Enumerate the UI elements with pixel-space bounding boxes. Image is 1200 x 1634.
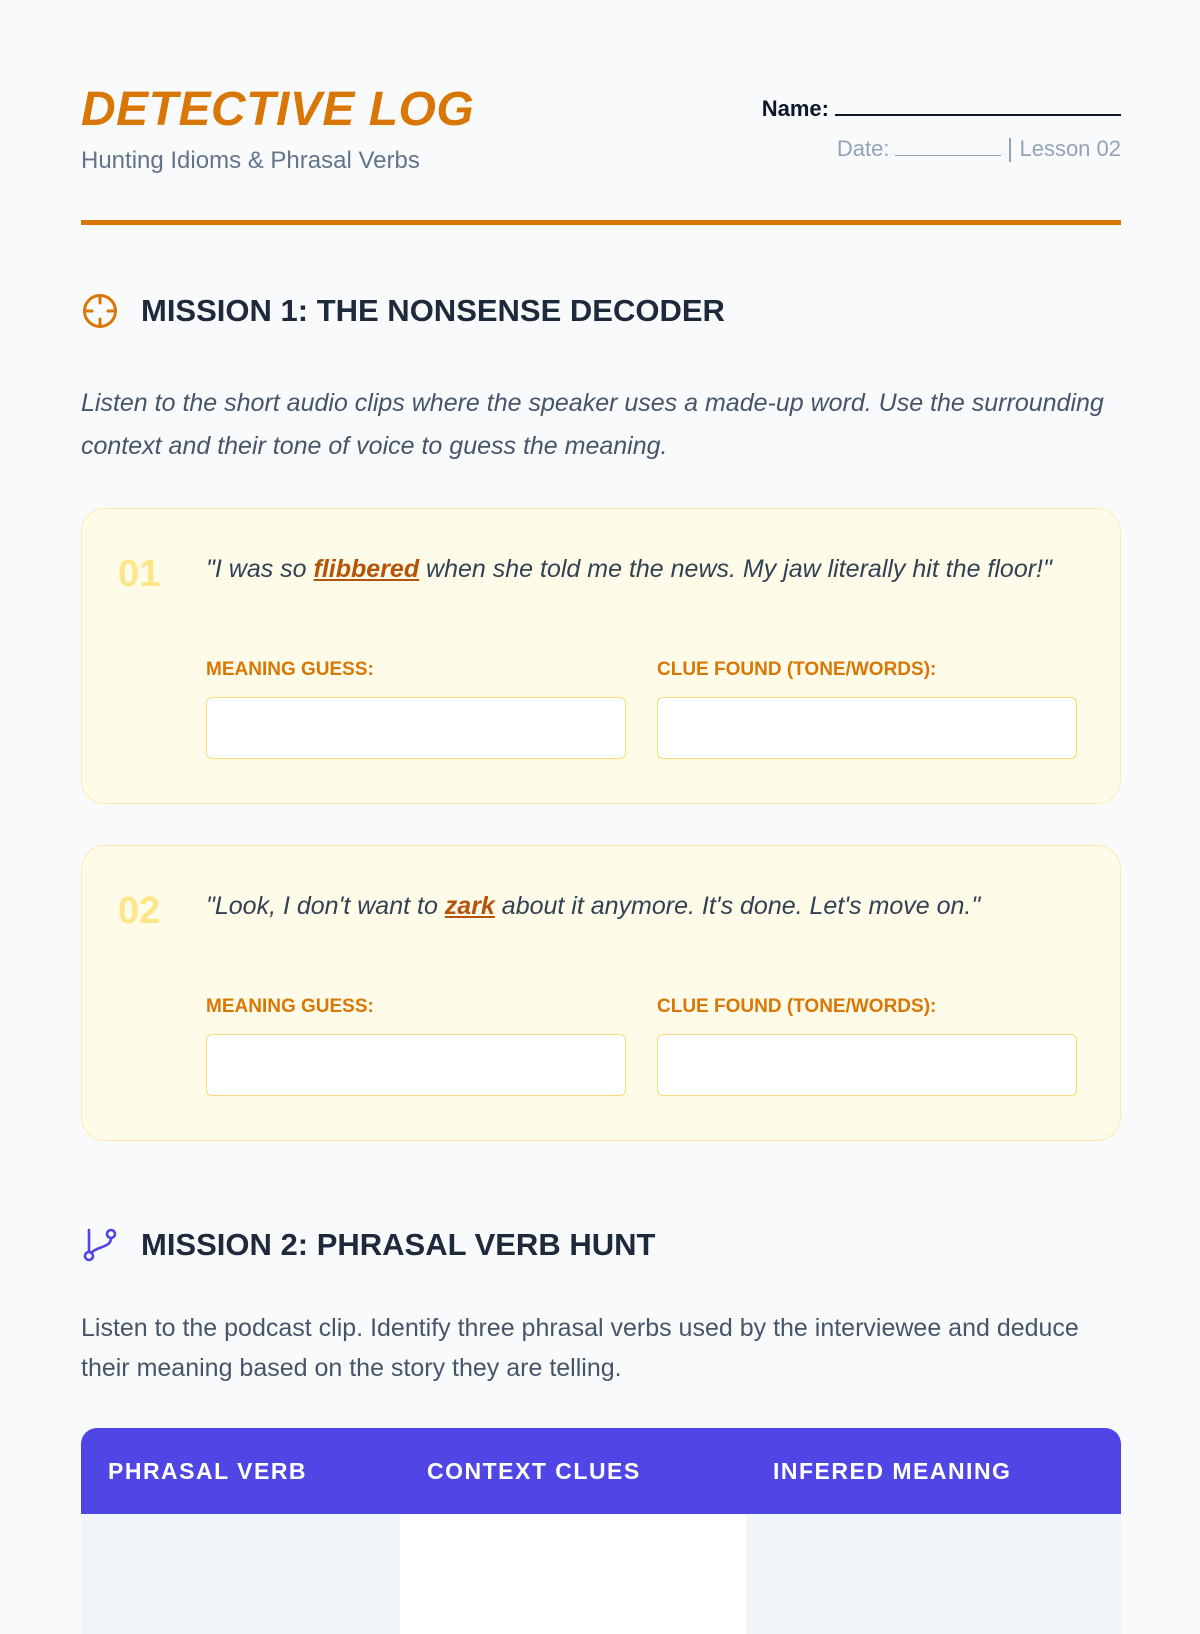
column-header: INFERED MEANING (773, 1458, 1012, 1484)
clue-input[interactable] (657, 697, 1077, 759)
student-meta (762, 94, 1121, 162)
quote-text: "I was so (206, 555, 314, 583)
nonsense-word: zark (444, 892, 495, 920)
table-header (81, 1428, 1121, 1514)
table-cell[interactable] (400, 1514, 746, 1634)
date-field[interactable] (895, 139, 1001, 156)
mission2-heading (81, 1226, 655, 1264)
meaning-label: MEANING GUESS: (206, 659, 374, 680)
meaning-label: MEANING GUESS: (206, 996, 374, 1017)
clip-card-1 (81, 508, 1121, 804)
clue-label: CLUE FOUND (TONE/WORDS): (657, 996, 937, 1017)
nonsense-word: flibbered (313, 555, 420, 583)
date-label: Date: (836, 136, 890, 161)
git-branch-icon (81, 1226, 119, 1264)
mission1-heading (81, 292, 725, 330)
clip-quote (206, 549, 1066, 589)
name-row (762, 94, 1121, 122)
column-header: CONTEXT CLUES (427, 1458, 641, 1484)
phrasal-verb-table (81, 1428, 1121, 1634)
page-title: DETECTIVE LOG (81, 83, 475, 136)
clip-card-2 (81, 845, 1121, 1141)
divider (1009, 138, 1011, 162)
table-row (81, 1514, 1121, 1634)
name-label: Name: (761, 96, 829, 121)
mission2-instructions: Listen to the podcast clip. Identify three phrasal verbs used by the interviewee and deduce their meaning based on the story they are telling. (81, 1314, 1079, 1382)
table-cell[interactable] (746, 1514, 1121, 1634)
worksheet-header (81, 0, 1121, 230)
meaning-input[interactable] (206, 697, 626, 759)
crosshair-icon (81, 292, 119, 330)
quote-text: "Look, I don't want to (206, 892, 445, 920)
quote-text: when she told me the news. My jaw literally hit the floor!" (419, 555, 1052, 583)
table-cell[interactable] (81, 1514, 400, 1634)
clip-number: 02 (118, 890, 161, 932)
clip-number: 01 (118, 553, 161, 595)
date-row (762, 136, 1121, 162)
clip-quote (206, 886, 1066, 926)
mission2-title: MISSION 2: PHRASAL VERB HUNT (141, 1227, 656, 1262)
clue-label: CLUE FOUND (TONE/WORDS): (657, 659, 937, 680)
header-rule (81, 220, 1121, 225)
lesson-label: Lesson 02 (1019, 136, 1121, 161)
mission1-title: MISSION 1: THE NONSENSE DECODER (141, 293, 725, 328)
meaning-input[interactable] (206, 1034, 626, 1096)
name-field[interactable] (835, 94, 1121, 116)
column-header: PHRASAL VERB (108, 1458, 308, 1484)
page-subtitle: Hunting Idioms & Phrasal Verbs (81, 147, 420, 174)
clue-input[interactable] (657, 1034, 1077, 1096)
mission1-instructions: Listen to the short audio clips where the speaker uses a made-up word. Use the surrounding context and their tone of voice to guess the meaning. (81, 389, 1104, 460)
quote-text: about it anymore. It's done. Let's move on." (494, 892, 981, 920)
